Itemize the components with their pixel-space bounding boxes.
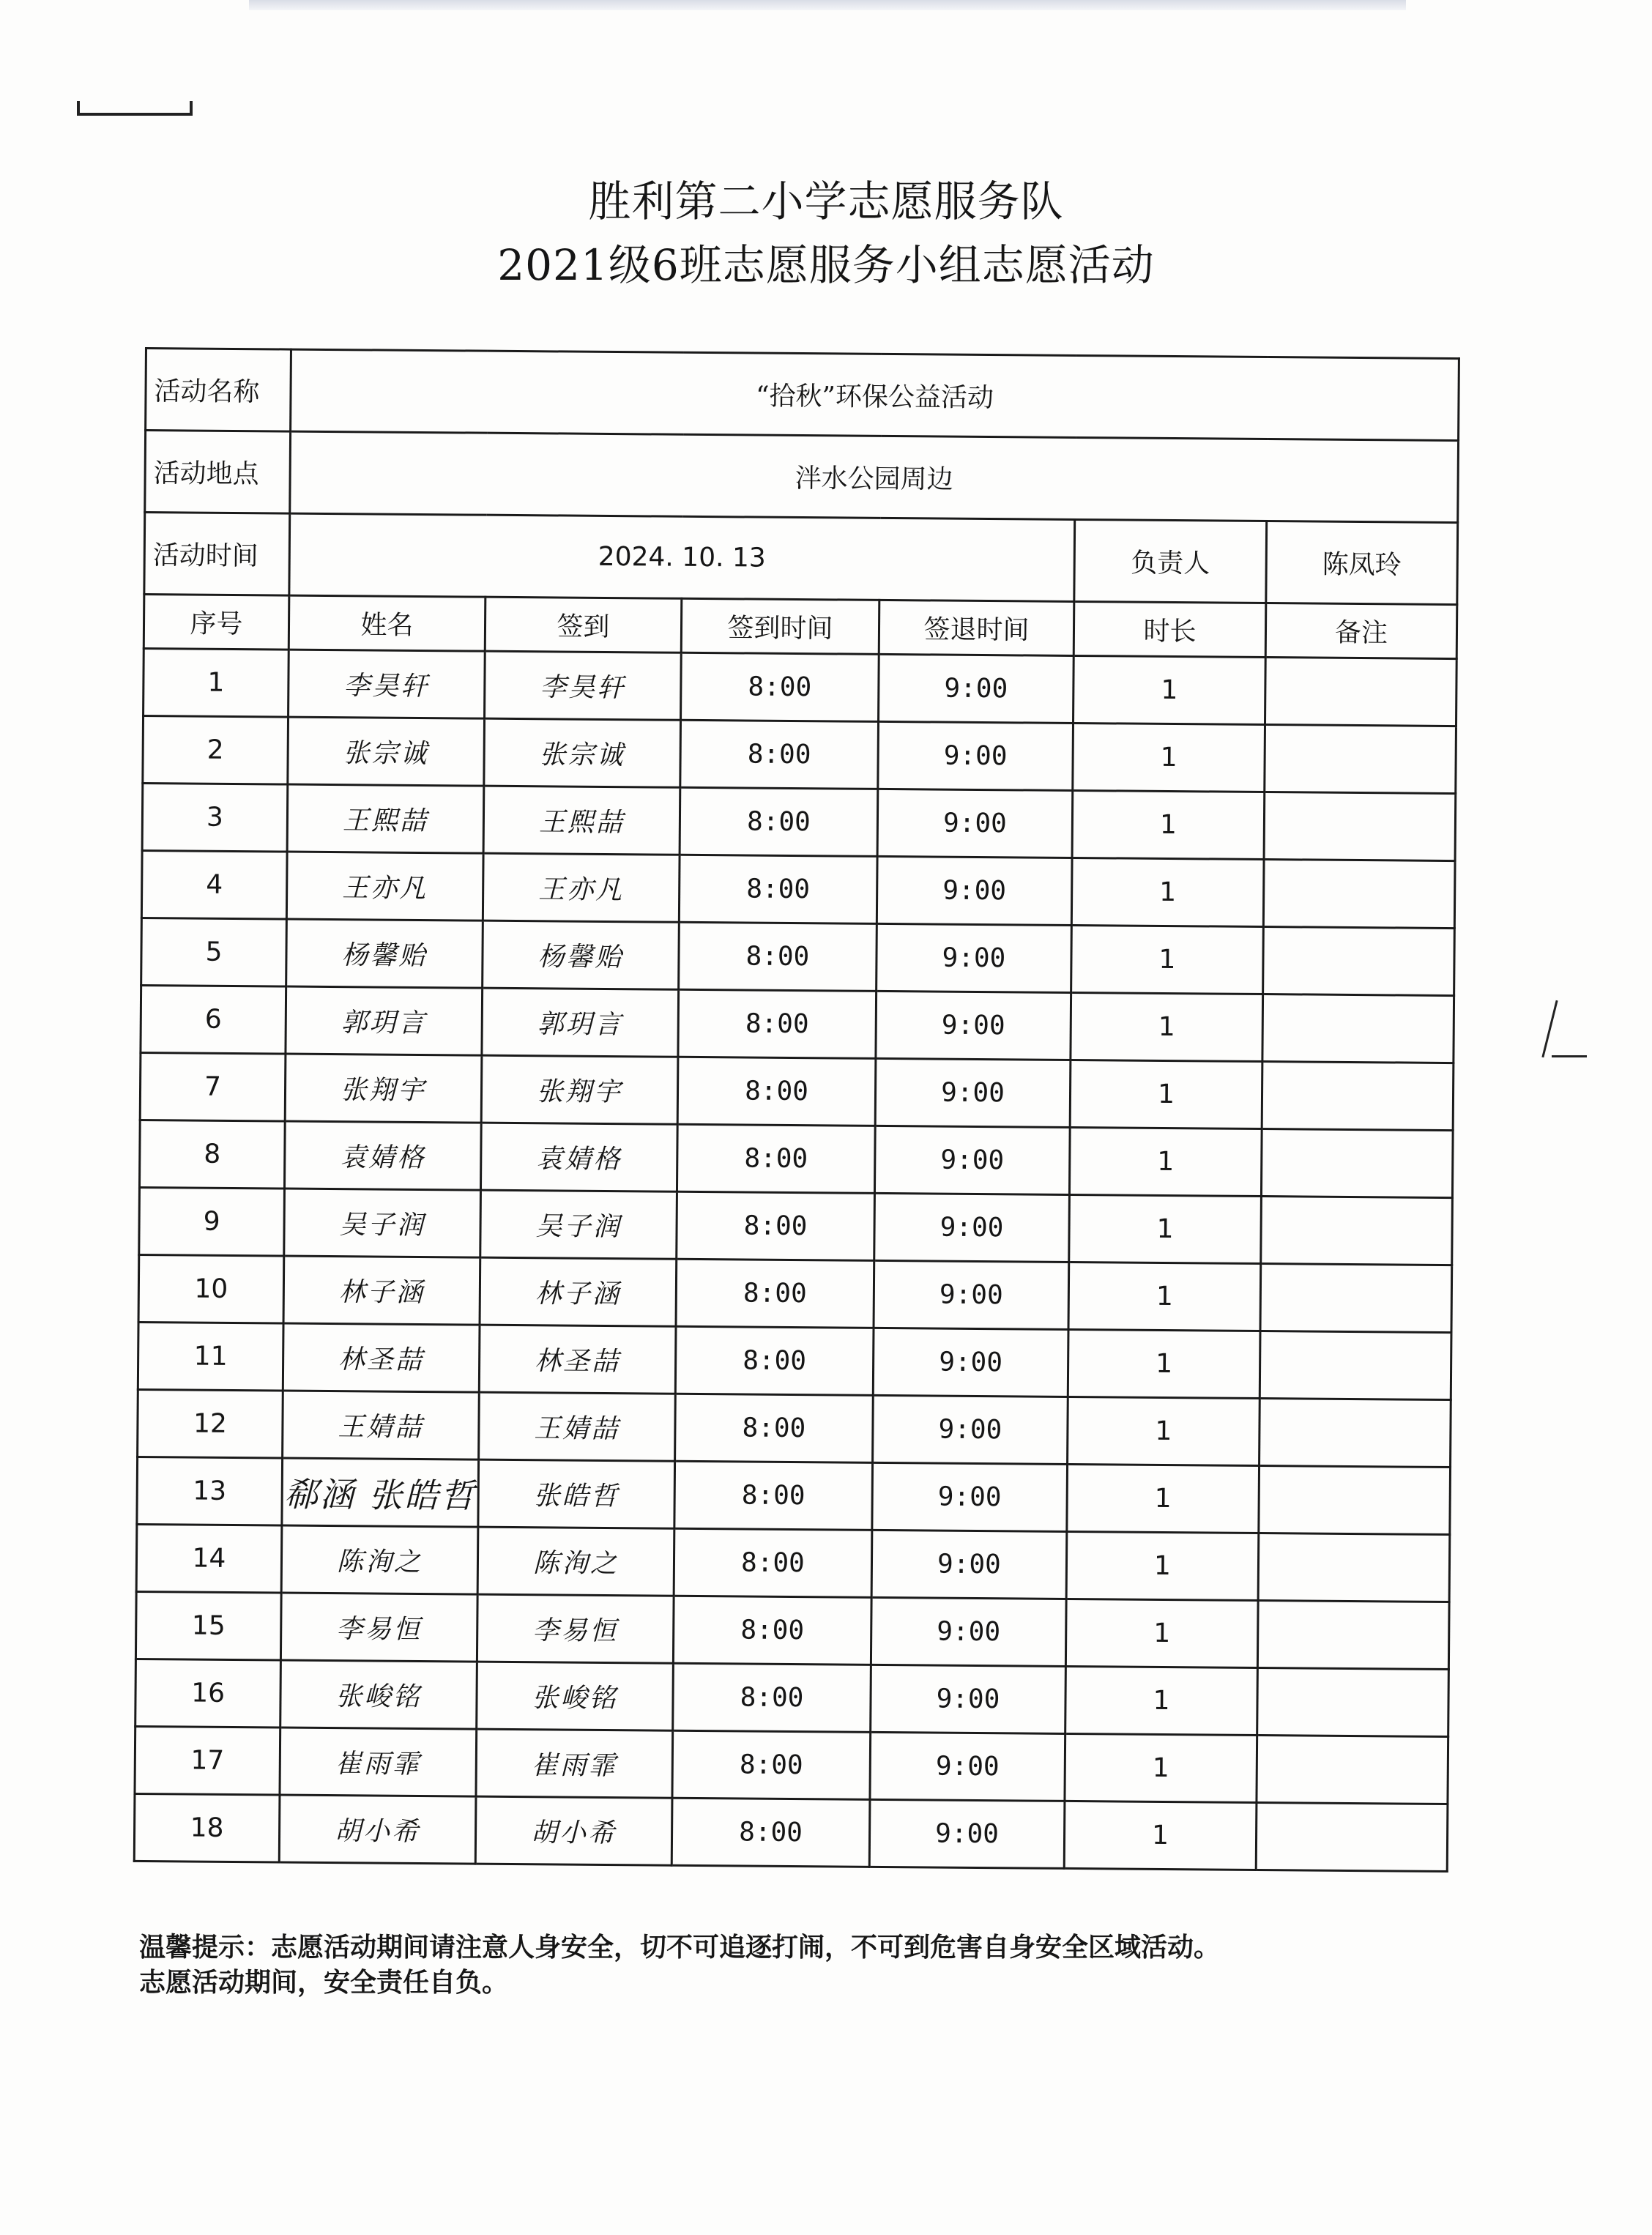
row-duration: 1 [1071, 925, 1264, 994]
col-header-duration: 时长 [1074, 601, 1266, 657]
volunteer-sign-in-table [133, 347, 1460, 1873]
row-no: 6 [141, 985, 286, 1054]
row-duration: 1 [1071, 858, 1264, 926]
safety-notice-line-1: 温馨提示：志愿活动期间请注意人身安全，切不可追逐打闹，不可到危害自身安全区域活动。 [139, 1933, 1221, 1963]
row-duration: 1 [1069, 1127, 1262, 1196]
row-checkout-time: 9:00 [874, 1193, 1070, 1262]
row-duration: 1 [1064, 1801, 1257, 1870]
row-duration: 1 [1071, 992, 1263, 1061]
table-row [134, 1793, 1448, 1871]
table-row [139, 1120, 1453, 1197]
row-remark [1256, 1802, 1448, 1871]
col-header-remark: 备注 [1265, 603, 1457, 659]
row-name: 崔雨霏 [280, 1728, 477, 1796]
row-checkin-time: 8:00 [674, 1461, 873, 1530]
row-remark [1262, 1062, 1454, 1131]
table-row [137, 1457, 1451, 1534]
row-duration: 1 [1065, 1733, 1257, 1802]
activity-place-value: 泮水公园周边 [290, 431, 1459, 523]
row-no: 12 [138, 1389, 283, 1458]
row-signature: 王亦凡 [483, 853, 680, 922]
row-duration: 1 [1066, 1531, 1259, 1600]
row-name: 袁婧格 [284, 1121, 481, 1190]
row-checkin-time: 8:00 [677, 1124, 875, 1193]
row-signature: 李易恒 [477, 1594, 674, 1663]
row-signature: 袁婧格 [480, 1123, 677, 1191]
row-name: 李昊轩 [289, 650, 485, 718]
row-no: 4 [141, 850, 287, 919]
activity-place-label: 活动地点 [145, 431, 291, 514]
row-checkin-time: 8:00 [680, 720, 879, 789]
row-no: 16 [135, 1659, 281, 1728]
row-remark [1263, 860, 1455, 929]
row-remark [1260, 1331, 1451, 1400]
leader-value: 陈凤玲 [1266, 521, 1458, 605]
row-remark [1260, 1264, 1452, 1333]
row-name: 陈洵之 [281, 1525, 478, 1594]
row-checkin-time: 8:00 [675, 1326, 874, 1395]
row-remark [1257, 1735, 1448, 1804]
row-name: 吴子润 [284, 1189, 481, 1257]
row-no: 15 [135, 1591, 281, 1660]
row-checkout-time: 9:00 [871, 1665, 1066, 1733]
row-no: 18 [134, 1793, 280, 1862]
row-checkout-time: 9:00 [869, 1799, 1065, 1868]
safety-notice-line-2: 志愿活动期间，安全责任自负。 [139, 1968, 509, 1998]
row-name: 郭玥言 [286, 986, 483, 1055]
row-signature: 李昊轩 [485, 651, 682, 720]
margin-pen-mark [1541, 1000, 1585, 1066]
safety-notice [139, 1930, 1479, 2001]
row-duration: 1 [1068, 1262, 1261, 1331]
row-no: 13 [137, 1457, 283, 1525]
row-signature: 吴子润 [480, 1190, 677, 1259]
title-line-1: 胜利第二小学志愿服务队 [588, 176, 1064, 226]
row-name: 李易恒 [280, 1593, 477, 1662]
row-name: 张宗诚 [288, 717, 485, 786]
row-checkin-time: 8:00 [674, 1528, 872, 1597]
table-row [135, 1659, 1449, 1736]
row-checkin-time: 8:00 [679, 855, 877, 923]
row-no: 7 [140, 1052, 286, 1121]
row-checkout-time: 9:00 [876, 991, 1071, 1060]
row-duration: 1 [1067, 1464, 1260, 1533]
row-signature: 王婧喆 [479, 1392, 676, 1461]
row-name: 郗涵 张皓哲 [282, 1458, 479, 1527]
column-header-row [144, 595, 1457, 659]
table-row [141, 850, 1455, 928]
row-checkout-time: 9:00 [877, 923, 1072, 992]
row-remark [1258, 1533, 1450, 1602]
row-checkout-time: 9:00 [871, 1597, 1066, 1666]
title-line-2: 2021级6班志愿服务小组志愿活动 [497, 240, 1155, 290]
table-row [142, 783, 1456, 860]
row-signature: 张峻铭 [477, 1662, 674, 1730]
row-signature: 张宗诚 [484, 718, 681, 787]
table-row [138, 1322, 1451, 1399]
info-row-time [144, 513, 1458, 605]
corner-pen-mark [77, 101, 193, 116]
table-row [139, 1187, 1453, 1265]
info-row-place [145, 431, 1459, 523]
row-signature: 张皓哲 [478, 1459, 675, 1528]
row-remark [1257, 1667, 1449, 1736]
row-signature: 林圣喆 [479, 1325, 676, 1394]
row-checkout-time: 9:00 [875, 1058, 1071, 1127]
activity-time-value: 2024. 10. 13 [289, 513, 1075, 601]
row-checkin-time: 8:00 [673, 1663, 871, 1732]
row-no: 8 [139, 1120, 285, 1189]
row-duration: 1 [1070, 1060, 1262, 1128]
row-no: 2 [143, 715, 289, 784]
row-name: 张翔宇 [285, 1054, 482, 1123]
row-no: 5 [141, 918, 287, 986]
row-checkout-time: 9:00 [873, 1395, 1068, 1464]
row-checkin-time: 8:00 [671, 1798, 870, 1867]
row-no: 3 [142, 783, 288, 852]
row-checkout-time: 9:00 [871, 1530, 1067, 1599]
col-header-name: 姓名 [289, 595, 485, 651]
row-checkin-time: 8:00 [680, 787, 878, 856]
row-no: 1 [144, 648, 289, 717]
table-row [143, 715, 1456, 793]
row-signature: 郭玥言 [482, 988, 679, 1057]
col-header-checkin: 签到时间 [681, 598, 879, 654]
activity-name-label: 活动名称 [146, 349, 291, 432]
row-duration: 1 [1069, 1194, 1262, 1263]
row-checkout-time: 9:00 [879, 654, 1074, 723]
row-signature: 胡小希 [475, 1796, 672, 1865]
row-checkout-time: 9:00 [870, 1732, 1065, 1801]
row-remark [1259, 1465, 1451, 1534]
activity-name-value: “拾秋”环保公益活动 [291, 349, 1459, 441]
row-checkin-time: 8:00 [681, 652, 879, 721]
row-checkout-time: 9:00 [874, 1126, 1070, 1194]
table-row [138, 1254, 1452, 1332]
row-checkin-time: 8:00 [673, 1596, 871, 1665]
row-name: 张峻铭 [280, 1660, 477, 1729]
row-duration: 1 [1073, 723, 1265, 792]
row-duration: 1 [1065, 1599, 1258, 1667]
row-remark [1263, 927, 1455, 996]
row-name: 林圣喆 [283, 1323, 480, 1392]
row-duration: 1 [1065, 1666, 1258, 1735]
row-no: 14 [136, 1524, 282, 1593]
row-name: 林子涵 [283, 1256, 480, 1325]
row-name: 王婧喆 [283, 1391, 480, 1459]
row-name: 胡小希 [279, 1795, 476, 1864]
row-signature: 陈洵之 [477, 1527, 674, 1596]
col-header-checkout: 签退时间 [879, 600, 1074, 655]
row-checkin-time: 8:00 [675, 1394, 874, 1462]
row-checkout-time: 9:00 [877, 789, 1073, 858]
table-row [138, 1389, 1451, 1467]
row-remark [1265, 725, 1456, 794]
row-duration: 1 [1072, 790, 1265, 859]
row-duration: 1 [1068, 1329, 1260, 1398]
row-remark [1265, 658, 1456, 726]
table-row [141, 985, 1454, 1063]
row-duration: 1 [1068, 1397, 1260, 1465]
row-checkin-time: 8:00 [677, 1191, 875, 1260]
row-name: 王亦凡 [286, 852, 483, 921]
row-signature: 林子涵 [480, 1257, 677, 1326]
row-checkout-time: 9:00 [877, 856, 1072, 925]
row-checkout-time: 9:00 [873, 1328, 1068, 1397]
row-remark [1260, 1399, 1451, 1468]
scan-edge [249, 0, 1406, 10]
table-row [135, 1591, 1449, 1669]
table-row [144, 648, 1457, 726]
row-checkout-time: 9:00 [878, 721, 1074, 790]
row-no: 10 [138, 1254, 284, 1323]
info-row-name [146, 349, 1459, 441]
row-signature: 张翔宇 [481, 1055, 678, 1124]
row-checkin-time: 8:00 [679, 922, 877, 991]
activity-time-label: 活动时间 [144, 513, 290, 596]
table-row [136, 1524, 1450, 1602]
col-header-no: 序号 [144, 595, 289, 650]
leader-label: 负责人 [1074, 519, 1267, 603]
row-signature: 崔雨霏 [476, 1729, 673, 1798]
row-duration: 1 [1074, 655, 1266, 724]
row-checkin-time: 8:00 [672, 1730, 871, 1799]
table-row [141, 918, 1455, 995]
row-remark [1261, 1129, 1453, 1198]
row-signature: 杨馨贻 [483, 921, 680, 989]
col-header-sign: 签到 [485, 597, 682, 652]
row-checkin-time: 8:00 [678, 989, 877, 1058]
row-checkin-time: 8:00 [677, 1057, 876, 1126]
row-remark [1264, 792, 1456, 861]
row-no: 17 [135, 1726, 280, 1795]
table-row [135, 1726, 1448, 1804]
row-signature: 王熙喆 [483, 786, 680, 855]
row-name: 杨馨贻 [286, 919, 483, 988]
row-no: 11 [138, 1322, 283, 1391]
row-remark [1261, 1197, 1453, 1265]
row-remark [1257, 1600, 1449, 1669]
row-remark [1262, 994, 1454, 1063]
row-checkout-time: 9:00 [874, 1260, 1069, 1329]
row-checkin-time: 8:00 [676, 1259, 874, 1328]
table-row [140, 1052, 1454, 1130]
row-checkout-time: 9:00 [872, 1462, 1068, 1531]
row-no: 9 [139, 1187, 285, 1256]
row-name: 王熙喆 [287, 784, 484, 853]
